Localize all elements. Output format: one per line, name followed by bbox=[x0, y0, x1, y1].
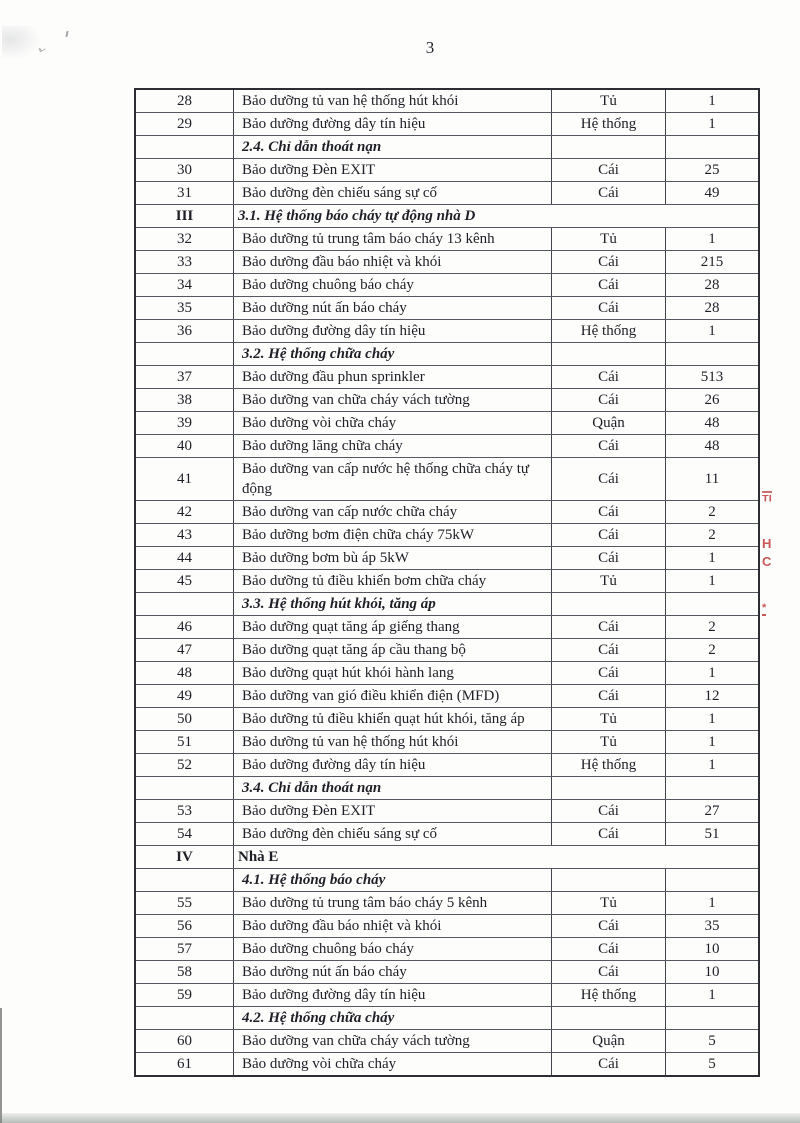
table-row bbox=[135, 823, 759, 846]
row-number-cell bbox=[135, 777, 234, 800]
row-number-cell bbox=[135, 343, 234, 366]
unit-cell: Hệ thống bbox=[552, 113, 666, 136]
unit-cell: Cái bbox=[552, 389, 666, 412]
description-cell: Bảo dưỡng nút ấn báo cháy bbox=[234, 297, 552, 320]
row-number-cell: 50 bbox=[135, 708, 234, 731]
row-number-cell: 28 bbox=[135, 89, 234, 113]
table-row bbox=[135, 547, 759, 570]
quantity-cell: 11 bbox=[666, 458, 760, 501]
table-chapter-row bbox=[135, 205, 759, 228]
table-section-row bbox=[135, 869, 759, 892]
quantity-cell: 2 bbox=[666, 616, 760, 639]
row-number-cell: 36 bbox=[135, 320, 234, 343]
description-cell: Nhà E bbox=[234, 846, 760, 869]
row-number-cell: 55 bbox=[135, 892, 234, 915]
quantity-cell: 1 bbox=[666, 662, 760, 685]
unit-cell: Cái bbox=[552, 274, 666, 297]
unit-cell: Cái bbox=[552, 616, 666, 639]
description-cell: Bảo dưỡng nút ấn báo cháy bbox=[234, 961, 552, 984]
quantity-cell: 1 bbox=[666, 892, 760, 915]
row-number-cell: 43 bbox=[135, 524, 234, 547]
table-row bbox=[135, 639, 759, 662]
unit-cell: Cái bbox=[552, 547, 666, 570]
description-cell: Bảo dưỡng vòi chữa cháy bbox=[234, 412, 552, 435]
table-row bbox=[135, 524, 759, 547]
unit-cell bbox=[552, 343, 666, 366]
row-number-cell: 35 bbox=[135, 297, 234, 320]
quantity-cell: 1 bbox=[666, 984, 760, 1007]
unit-cell: Cái bbox=[552, 662, 666, 685]
unit-cell: Cái bbox=[552, 938, 666, 961]
description-cell: Bảo dưỡng đường dây tín hiệu bbox=[234, 754, 552, 777]
description-cell: 3.2. Hệ thống chữa cháy bbox=[234, 343, 552, 366]
unit-cell bbox=[552, 777, 666, 800]
page-number: 3 bbox=[425, 38, 435, 57]
table-row bbox=[135, 412, 759, 435]
scan-bottom-shadow bbox=[0, 1113, 800, 1123]
maintenance-table-body bbox=[135, 89, 759, 1076]
quantity-cell: 1 bbox=[666, 89, 760, 113]
table-row bbox=[135, 320, 759, 343]
row-number-cell: 37 bbox=[135, 366, 234, 389]
scan-speck bbox=[65, 31, 68, 37]
description-cell: Bảo dưỡng van chữa cháy vách tường bbox=[234, 1030, 552, 1053]
table-row bbox=[135, 297, 759, 320]
unit-cell bbox=[552, 1007, 666, 1030]
row-number-cell: 33 bbox=[135, 251, 234, 274]
quantity-cell bbox=[666, 593, 760, 616]
description-cell: Bảo dưỡng bơm điện chữa cháy 75kW bbox=[234, 524, 552, 547]
table-section-row bbox=[135, 1007, 759, 1030]
description-cell: Bảo dưỡng tủ điều khiển quạt hút khói, tăng áp bbox=[234, 708, 552, 731]
row-number-cell: 59 bbox=[135, 984, 234, 1007]
table-row bbox=[135, 458, 759, 501]
table-row bbox=[135, 159, 759, 182]
unit-cell: Cái bbox=[552, 366, 666, 389]
description-cell: 3.3. Hệ thống hút khói, tăng áp bbox=[234, 593, 552, 616]
description-cell: Bảo dưỡng lăng chữa cháy bbox=[234, 435, 552, 458]
description-cell: Bảo dưỡng đầu phun sprinkler bbox=[234, 366, 552, 389]
row-number-cell: 60 bbox=[135, 1030, 234, 1053]
quantity-cell: 2 bbox=[666, 501, 760, 524]
description-cell: 4.2. Hệ thống chữa cháy bbox=[234, 1007, 552, 1030]
unit-cell: Tủ bbox=[552, 89, 666, 113]
table-row bbox=[135, 961, 759, 984]
stamp-fragment-text: C bbox=[762, 554, 772, 569]
quantity-cell: 48 bbox=[666, 435, 760, 458]
table-section-row bbox=[135, 593, 759, 616]
table-row bbox=[135, 501, 759, 524]
unit-cell: Quận bbox=[552, 1030, 666, 1053]
row-number-cell: 52 bbox=[135, 754, 234, 777]
quantity-cell: 48 bbox=[666, 412, 760, 435]
row-number-cell: 29 bbox=[135, 113, 234, 136]
description-cell: Bảo dưỡng quạt tăng áp cầu thang bộ bbox=[234, 639, 552, 662]
table-row bbox=[135, 435, 759, 458]
unit-cell bbox=[552, 136, 666, 159]
unit-cell: Hệ thống bbox=[552, 754, 666, 777]
quantity-cell: 513 bbox=[666, 366, 760, 389]
row-number-cell: 32 bbox=[135, 228, 234, 251]
row-number-cell: 58 bbox=[135, 961, 234, 984]
unit-cell: Hệ thống bbox=[552, 320, 666, 343]
unit-cell bbox=[552, 869, 666, 892]
quantity-cell bbox=[666, 1007, 760, 1030]
table-row bbox=[135, 251, 759, 274]
table-section-row bbox=[135, 136, 759, 159]
row-number-cell: 41 bbox=[135, 458, 234, 501]
unit-cell: Cái bbox=[552, 501, 666, 524]
row-number-cell: 51 bbox=[135, 731, 234, 754]
description-cell: Bảo dưỡng Đèn EXIT bbox=[234, 159, 552, 182]
row-number-cell: 47 bbox=[135, 639, 234, 662]
description-cell: Bảo dưỡng vòi chữa cháy bbox=[234, 1053, 552, 1077]
unit-cell: Tủ bbox=[552, 731, 666, 754]
description-cell: Bảo dưỡng tủ van hệ thống hút khói bbox=[234, 731, 552, 754]
row-number-cell: 38 bbox=[135, 389, 234, 412]
quantity-cell: 35 bbox=[666, 915, 760, 938]
stamp-fragment-text: TI bbox=[762, 491, 772, 504]
table-row bbox=[135, 570, 759, 593]
table-row bbox=[135, 800, 759, 823]
row-number-cell bbox=[135, 593, 234, 616]
table-row bbox=[135, 1030, 759, 1053]
description-cell: Bảo dưỡng đầu báo nhiệt và khói bbox=[234, 915, 552, 938]
description-cell: Bảo dưỡng bơm bù áp 5kW bbox=[234, 547, 552, 570]
row-number-cell: 44 bbox=[135, 547, 234, 570]
description-cell: Bảo dưỡng đường dây tín hiệu bbox=[234, 984, 552, 1007]
row-number-cell: 48 bbox=[135, 662, 234, 685]
quantity-cell: 28 bbox=[666, 274, 760, 297]
table-section-row bbox=[135, 777, 759, 800]
quantity-cell: 26 bbox=[666, 389, 760, 412]
unit-cell: Cái bbox=[552, 961, 666, 984]
table-row bbox=[135, 685, 759, 708]
table-row bbox=[135, 731, 759, 754]
table-row bbox=[135, 662, 759, 685]
table-row bbox=[135, 389, 759, 412]
unit-cell: Tủ bbox=[552, 708, 666, 731]
table-section-row bbox=[135, 343, 759, 366]
quantity-cell: 1 bbox=[666, 547, 760, 570]
table-row bbox=[135, 89, 759, 113]
unit-cell: Hệ thống bbox=[552, 984, 666, 1007]
quantity-cell: 28 bbox=[666, 297, 760, 320]
unit-cell: Cái bbox=[552, 800, 666, 823]
table-row bbox=[135, 274, 759, 297]
quantity-cell: 2 bbox=[666, 524, 760, 547]
description-cell: Bảo dưỡng tủ van hệ thống hút khói bbox=[234, 89, 552, 113]
table-row bbox=[135, 984, 759, 1007]
row-number-cell: III bbox=[135, 205, 234, 228]
table-row bbox=[135, 892, 759, 915]
quantity-cell: 25 bbox=[666, 159, 760, 182]
quantity-cell: 51 bbox=[666, 823, 760, 846]
stamp-fragment-text: * bbox=[762, 602, 767, 614]
unit-cell: Tủ bbox=[552, 570, 666, 593]
unit-cell: Cái bbox=[552, 182, 666, 205]
description-cell: Bảo dưỡng tủ trung tâm báo cháy 5 kênh bbox=[234, 892, 552, 915]
table-row bbox=[135, 1053, 759, 1077]
description-cell: Bảo dưỡng chuông báo cháy bbox=[234, 274, 552, 297]
unit-cell: Tủ bbox=[552, 892, 666, 915]
scan-edge-shadow bbox=[0, 1008, 2, 1123]
row-number-cell bbox=[135, 1007, 234, 1030]
description-cell: Bảo dưỡng tủ trung tâm báo cháy 13 kênh bbox=[234, 228, 552, 251]
row-number-cell: 39 bbox=[135, 412, 234, 435]
description-cell: Bảo dưỡng đường dây tín hiệu bbox=[234, 320, 552, 343]
red-stamp-fragment bbox=[756, 490, 786, 640]
unit-cell: Cái bbox=[552, 251, 666, 274]
quantity-cell: 1 bbox=[666, 731, 760, 754]
unit-cell: Cái bbox=[552, 823, 666, 846]
quantity-cell: 5 bbox=[666, 1053, 760, 1077]
description-cell: Bảo dưỡng van cấp nước hệ thống chữa cháy tự động bbox=[234, 458, 552, 501]
row-number-cell: 46 bbox=[135, 616, 234, 639]
row-number-cell: 45 bbox=[135, 570, 234, 593]
maintenance-table bbox=[134, 88, 760, 1077]
description-cell: Bảo dưỡng van chữa cháy vách tường bbox=[234, 389, 552, 412]
quantity-cell: 1 bbox=[666, 228, 760, 251]
row-number-cell: 54 bbox=[135, 823, 234, 846]
quantity-cell: 215 bbox=[666, 251, 760, 274]
quantity-cell: 1 bbox=[666, 754, 760, 777]
quantity-cell: 1 bbox=[666, 708, 760, 731]
unit-cell: Cái bbox=[552, 685, 666, 708]
row-number-cell: 61 bbox=[135, 1053, 234, 1077]
description-cell: Bảo dưỡng van cấp nước chữa cháy bbox=[234, 501, 552, 524]
description-cell: Bảo dưỡng quạt tăng áp giếng thang bbox=[234, 616, 552, 639]
description-cell: 2.4. Chỉ dẫn thoát nạn bbox=[234, 136, 552, 159]
table-chapter-row bbox=[135, 846, 759, 869]
quantity-cell bbox=[666, 343, 760, 366]
description-cell: Bảo dưỡng quạt hút khói hành lang bbox=[234, 662, 552, 685]
unit-cell: Cái bbox=[552, 1053, 666, 1077]
table-row bbox=[135, 708, 759, 731]
table-row bbox=[135, 113, 759, 136]
unit-cell: Cái bbox=[552, 915, 666, 938]
table-row bbox=[135, 366, 759, 389]
quantity-cell: 12 bbox=[666, 685, 760, 708]
quantity-cell: 10 bbox=[666, 938, 760, 961]
table-row bbox=[135, 754, 759, 777]
unit-cell: Tủ bbox=[552, 228, 666, 251]
unit-cell: Cái bbox=[552, 458, 666, 501]
unit-cell: Cái bbox=[552, 524, 666, 547]
row-number-cell: 42 bbox=[135, 501, 234, 524]
table-row bbox=[135, 182, 759, 205]
row-number-cell: IV bbox=[135, 846, 234, 869]
unit-cell: Cái bbox=[552, 159, 666, 182]
row-number-cell: 57 bbox=[135, 938, 234, 961]
quantity-cell: 5 bbox=[666, 1030, 760, 1053]
description-cell: Bảo dưỡng đèn chiếu sáng sự cố bbox=[234, 823, 552, 846]
quantity-cell: 10 bbox=[666, 961, 760, 984]
description-cell: Bảo dưỡng đèn chiếu sáng sự cố bbox=[234, 182, 552, 205]
quantity-cell: 1 bbox=[666, 113, 760, 136]
unit-cell: Cái bbox=[552, 297, 666, 320]
unit-cell bbox=[552, 593, 666, 616]
table-row bbox=[135, 938, 759, 961]
description-cell: Bảo dưỡng đầu báo nhiệt và khói bbox=[234, 251, 552, 274]
quantity-cell: 1 bbox=[666, 320, 760, 343]
unit-cell: Quận bbox=[552, 412, 666, 435]
row-number-cell: 31 bbox=[135, 182, 234, 205]
quantity-cell bbox=[666, 777, 760, 800]
table-row bbox=[135, 616, 759, 639]
row-number-cell: 40 bbox=[135, 435, 234, 458]
quantity-cell: 2 bbox=[666, 639, 760, 662]
table-row bbox=[135, 915, 759, 938]
stamp-fragment-text: H bbox=[762, 536, 772, 551]
row-number-cell: 53 bbox=[135, 800, 234, 823]
quantity-cell: 1 bbox=[666, 570, 760, 593]
row-number-cell: 56 bbox=[135, 915, 234, 938]
description-cell: Bảo dưỡng đường dây tín hiệu bbox=[234, 113, 552, 136]
unit-cell: Cái bbox=[552, 435, 666, 458]
table-row bbox=[135, 228, 759, 251]
row-number-cell: 30 bbox=[135, 159, 234, 182]
quantity-cell bbox=[666, 869, 760, 892]
unit-cell: Cái bbox=[552, 639, 666, 662]
row-number-cell: 34 bbox=[135, 274, 234, 297]
row-number-cell bbox=[135, 869, 234, 892]
description-cell: 4.1. Hệ thống báo cháy bbox=[234, 869, 552, 892]
description-cell: Bảo dưỡng Đèn EXIT bbox=[234, 800, 552, 823]
description-cell: Bảo dưỡng tủ điều khiển bơm chữa cháy bbox=[234, 570, 552, 593]
description-cell: 3.1. Hệ thống báo cháy tự động nhà D bbox=[234, 205, 760, 228]
quantity-cell bbox=[666, 136, 760, 159]
row-number-cell bbox=[135, 136, 234, 159]
quantity-cell: 49 bbox=[666, 182, 760, 205]
row-number-cell: 49 bbox=[135, 685, 234, 708]
description-cell: Bảo dưỡng van gió điều khiển điện (MFD) bbox=[234, 685, 552, 708]
quantity-cell: 27 bbox=[666, 800, 760, 823]
description-cell: 3.4. Chỉ dẫn thoát nạn bbox=[234, 777, 552, 800]
description-cell: Bảo dưỡng chuông báo cháy bbox=[234, 938, 552, 961]
